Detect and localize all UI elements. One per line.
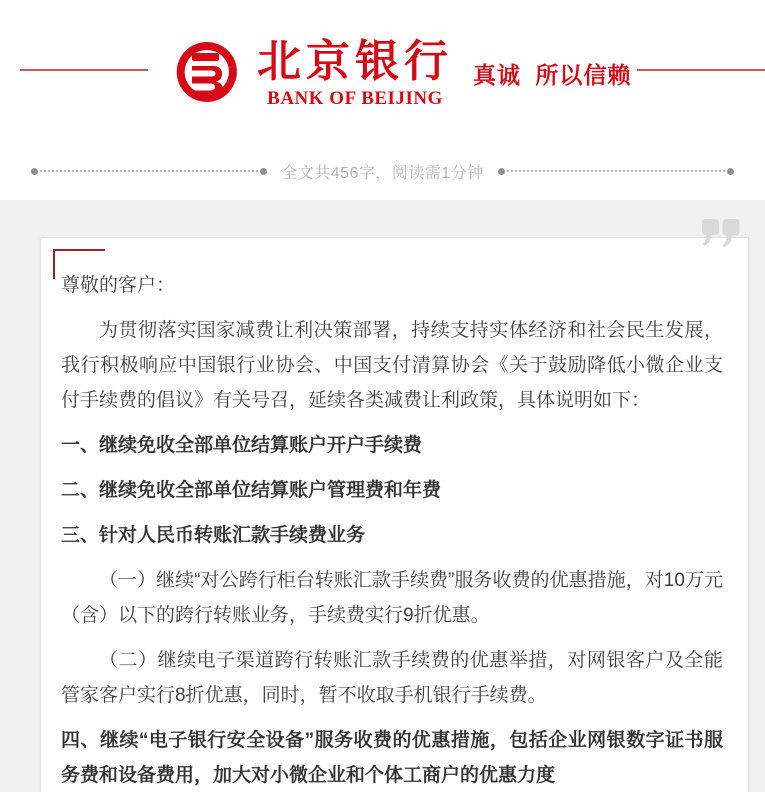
letter-card bbox=[40, 237, 749, 792]
divider-dot-icon bbox=[727, 168, 734, 175]
reading-meta-bar bbox=[0, 160, 765, 182]
divider-dot-icon bbox=[260, 168, 267, 175]
policy-heading-3: 三、针对人民币转账汇款手续费业务 bbox=[61, 525, 366, 546]
policy-heading-1: 一、继续免收全部单位结算账户开户手续费 bbox=[61, 435, 423, 456]
bank-header bbox=[0, 0, 765, 200]
policy-heading-4: 四、继续“电子银行安全设备”服务收费的优惠措施，包括企业网银数字证书服务费和设备费用，加大对小微企业和个体工商户的优惠力度 bbox=[61, 730, 723, 786]
closing-quote-icon bbox=[702, 219, 740, 251]
policy-item-3-2: （二）继续电子渠道跨行转账汇款手续费的优惠举措，对网银客户及全能管家客户实行8折优惠，同时，暂不收取手机银行手续费。 bbox=[61, 650, 723, 706]
salutation: 尊敬的客户： bbox=[61, 275, 176, 296]
dotted-divider-line bbox=[507, 170, 725, 172]
intro-paragraph: 为贯彻落实国家减费让利决策部署，持续支持实体经济和社会民生发展，我行积极响应中国银行业协会、中国支付清算协会《关于鼓励降低小微企业支付手续费的倡议》有关号召，延续各类减费让利政策，具体说明如下： bbox=[61, 320, 723, 411]
policy-heading-2: 二、继续免收全部单位结算账户管理费和年费 bbox=[61, 480, 442, 501]
bank-of-beijing-logo-icon bbox=[173, 38, 241, 106]
policy-item-3-1: （一）继续“对公跨行柜台转账汇款手续费”服务收费的优惠措施，对10万元（含）以下的跨行转账业务，手续费实行9折优惠。 bbox=[61, 570, 723, 626]
bank-slogan: 真诚 所以信赖 bbox=[473, 62, 632, 88]
bank-wordmark bbox=[250, 36, 460, 110]
corner-bracket-decoration bbox=[53, 249, 105, 279]
bank-name-en: BANK OF BEIJING bbox=[267, 88, 443, 109]
divider-dot-icon bbox=[31, 168, 38, 175]
right-red-rule bbox=[637, 69, 765, 71]
word-count-reading-time: 全文共456字，阅读需1分钟 bbox=[281, 164, 484, 182]
left-red-rule bbox=[20, 69, 148, 71]
divider-dot-icon bbox=[498, 168, 505, 175]
letter-section bbox=[0, 200, 765, 792]
bank-name-cn: 北京银行 bbox=[257, 37, 453, 86]
dotted-divider-line bbox=[40, 170, 258, 172]
